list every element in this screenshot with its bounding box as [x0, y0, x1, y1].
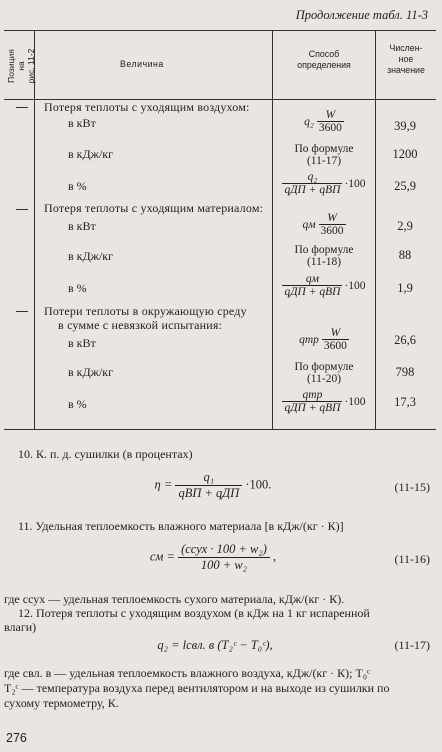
- row-unit: в %: [68, 179, 87, 193]
- group-title: Потеря теплоты с уходящим материалом:: [44, 201, 264, 215]
- item-10-heading: 10. К. п. д. сушилки (в процентах): [18, 447, 193, 461]
- definition-temperature: T₂ᶜ — температура воздуха перед вентилятором и на выходе из сушилки по: [4, 681, 390, 695]
- row-value: 2,9: [397, 219, 413, 233]
- group-title: Потеря теплоты с уходящим воздухом:: [44, 100, 250, 114]
- position-dash: [16, 311, 28, 312]
- definition-c-dry: где cсух — удельная теплоемкость сухого материала, кДж/(кг · К).: [4, 592, 345, 606]
- heat-balance-table: [4, 30, 436, 430]
- definition-temperature-continued: сухому термометру, К.: [4, 696, 119, 710]
- header-numeric-value: Числен- ное значение: [387, 43, 425, 75]
- row-value: 1,9: [397, 281, 413, 295]
- row-method-formula: q₂ $\frac{W}{3600}$: [304, 109, 342, 134]
- row-method-formula: qм $\frac{W}{3600}$: [302, 212, 344, 237]
- table-continuation-caption: Продолжение табл. 11-3: [295, 8, 428, 22]
- row-value: 25,9: [394, 179, 416, 193]
- row-value: 798: [395, 365, 415, 379]
- header-method: Способ определения: [297, 49, 351, 70]
- row-method-formula: q₂ qДП + qВП ·100: [284, 171, 366, 196]
- row-unit: в кДж/кг: [68, 249, 114, 263]
- item-11-heading: 11. Удельная теплоемкость влажного материала [в кДж/(кг · К)]: [18, 519, 344, 533]
- book-page: Продолжение табл. 11-3 Позиция на рис. 11-2 Величина Способ определения Числен- ное значение Потеря теплоты с уходящим воздухом: в кВт q₂ $\frac{W}{3600}$ 39,9 в кДж/кг По формуле (11-17) 1200 в % q₂ qДП + qВП ·100 25,9 Потеря теплоты с уходящим материалом: в кВт qм $\frac{W}{3600}$ 2,9 в кДж/кг По формуле (11-18) 88 в % qм qДП + qВП ·100 1,9 Потери теплоты в окружающую среду в сумме с невязкой испытания: в кВт qтр $\frac{W}{3600}$ 26,6 в кДж/кг По формуле (11-20) 798 в % qтр qДП + qВП ·100 17,3 10. К. п. д. сушилки (в процентах) η = q₁ qВП + qДП ·100. (11-15) 11. Удельная теплоемкость влажного материала [в кДж/(кг · К)] cм = (cсух · 100 + w₂) 100 + w₂ , (11-16) где cсух — удельная теплоемкость сухого материала, кДж/(кг · К). 12. Потеря теплоты с уходящим воздухом (в кДж на 1 кг испаренной влаги) q₂ = lcвл. в (T₂ᶜ − T₀ᶜ), (11-17) где cвл. в — удельная теплоемкость влажного воздуха, кДж/(кг · К); T₀ᶜ T₂ᶜ — температура воздуха перед вентилятором и на выходе из сушилки по сухому термометру, К. 276: [0, 0, 442, 752]
- row-method-formula: qтр $\frac{W}{3600}$: [299, 327, 347, 352]
- row-unit: в кВт: [68, 336, 96, 350]
- row-method-text: По формуле (11-17): [294, 143, 354, 167]
- position-dash: [16, 209, 28, 210]
- definition-c-humid-air: где cвл. в — удельная теплоемкость влажного воздуха, кДж/(кг · К); T₀ᶜ: [4, 666, 371, 680]
- row-unit: в кДж/кг: [68, 147, 114, 161]
- header-position: Позиция на рис. 11-2: [6, 48, 36, 84]
- row-method-text: По формуле (11-18): [294, 244, 354, 268]
- row-unit: в кВт: [68, 116, 96, 130]
- equation-number: (11-15): [394, 480, 430, 494]
- row-method-formula: qм qДП + qВП ·100: [284, 273, 366, 298]
- row-value: 88: [398, 248, 412, 262]
- row-unit: в кДж/кг: [68, 365, 114, 379]
- row-unit: в %: [68, 281, 87, 295]
- row-value: 26,6: [394, 333, 416, 347]
- row-value: 17,3: [394, 395, 416, 409]
- row-method-formula: qтр qДП + qВП ·100: [284, 389, 366, 414]
- item-12-heading-continued: влаги): [4, 620, 37, 634]
- item-12-heading: 12. Потеря теплоты с уходящим воздухом (в кДж на 1 кг испаренной: [18, 606, 370, 620]
- group-title: Потери теплоты в окружающую среду: [44, 304, 247, 318]
- position-dash: [16, 107, 28, 108]
- group-title-continued: в сумме с невязкой испытания:: [58, 318, 223, 332]
- row-value: 1200: [392, 147, 418, 161]
- row-unit: в кВт: [68, 219, 96, 233]
- equation-number: (11-16): [394, 552, 430, 566]
- row-unit: в %: [68, 397, 87, 411]
- row-value: 39,9: [394, 119, 416, 133]
- header-quantity: Величина: [120, 59, 164, 69]
- page-number: 276: [6, 731, 27, 745]
- row-method-text: По формуле (11-20): [294, 361, 354, 385]
- column-divider: [272, 31, 273, 429]
- equation-number: (11-17): [394, 638, 430, 652]
